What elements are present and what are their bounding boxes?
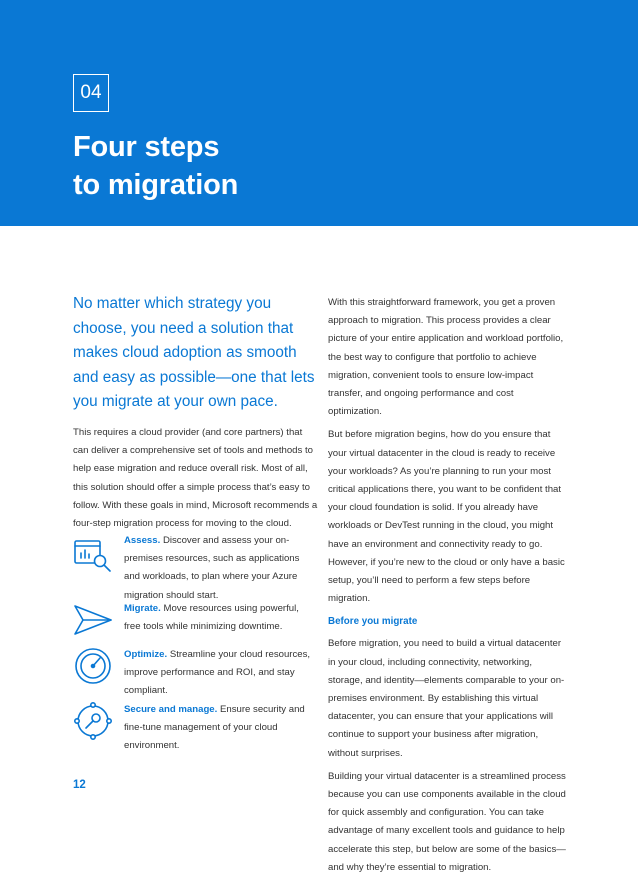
left-body-paragraph: This requires a cloud provider (and core partners) that can deliver a comprehensive set of tools and methods to help ease migration and reduce overall risk. Most of all, this solution should offer a simple process that’s easy to follow. With these goals in mind, Microsoft recommends a four-step migration process for moving to the cloud. [73,427,318,530]
right-column [328,294,568,882]
secure-icon [73,701,113,741]
title-line-2: to migration [73,169,239,201]
before-you-migrate-heading: Before you migrate [328,616,418,628]
assess-icon [73,532,113,572]
step-secure-text [124,701,312,756]
step-optimize-description: Streamline your cloud resources, improve performance and ROI, and stay compliant. [124,649,311,697]
step-optimize-text [124,646,312,701]
step-migrate-text [124,600,312,636]
step-secure-description: Ensure security and fine-tune management of your cloud environment. [124,704,305,752]
right-paragraph-2: But before migration begins, how do you ensure that your virtual datacenter in the cloud is ready to receive your workloads? As you’re planning to run your most critical applications there, you want to be confident that your cloud foundation is solid. If you already have workloads or DevTest running in the cloud, you might have an environment and connectivity ready to go. However, if you’re new to the cloud or only have a basic setup, you’ll need to perform a few steps before migration. [328,429,565,605]
migrate-icon [73,600,113,640]
right-paragraph-4: Building your virtual datacenter is a streamlined process because you can use components available in the cloud for quick assembly and configuration. You can take advantage of many excellent tools and guidance to help accelerate this step, but below are some of the basics—and why they’re essential to migration. [328,770,566,873]
step-assess-description: Discover and assess your on-premises resources, such as applications and workloads, to plan where your Azure migration should start. [124,535,300,601]
page-title [73,128,238,204]
step-optimize-label: Optimize. [124,649,168,660]
optimize-icon [73,646,113,686]
step-assess-text [124,532,312,605]
right-paragraph-1: With this straightforward framework, you get a proven approach to migration. This process provides a clear picture of your entire application and workload portfolio, the best way to configure that portfolio to achieve migration, convenient tools to ensure low-impact transfer, and ongoing performance and cost optimization. [328,297,564,418]
right-paragraph-3: Before migration, you need to build a virtual datacenter in your cloud, including connectivity, networking, storage, and identity—elements comparable to your on-premises environment. By establishing this virtual datacenter, you can ensure that your applications will continue to support your business after migration, without surprises. [328,638,565,759]
title-line-1: Four steps [73,131,220,163]
step-secure-label: Secure and manage. [124,704,218,715]
chapter-number: 04 [73,74,109,112]
page-number: 12 [73,779,86,791]
intro-callout: No matter which strategy you choose, you need a solution that makes cloud adoption as smooth and easy as possible—one that lets you migrate at your own pace. [73,295,315,410]
header-banner [0,0,638,226]
step-migrate-description: Move resources using powerful, free tools while minimizing downtime. [124,603,299,633]
step-assess-label: Assess. [124,535,161,546]
step-migrate-label: Migrate. [124,603,161,614]
